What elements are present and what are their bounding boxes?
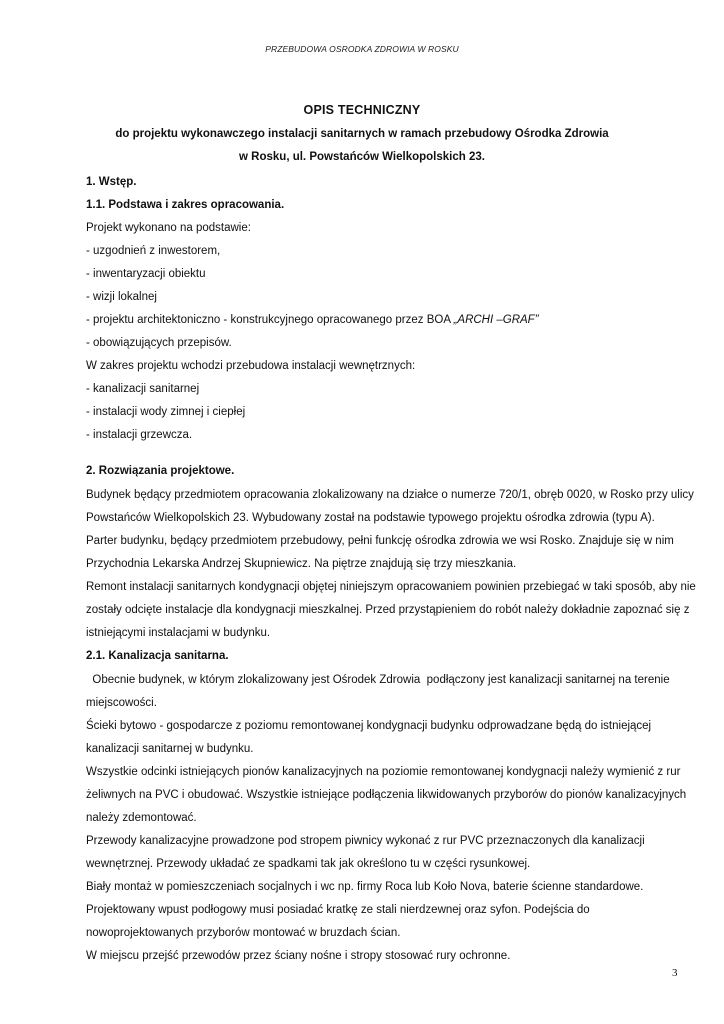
document-subtitle-line-2: w Rosku, ul. Powstańców Wielkopolskich 23. — [239, 151, 485, 163]
paragraph-line: Przychodnia Lekarska Andrzej Skupniewicz. Na piętrze znajdują się trzy mieszkania. — [86, 558, 517, 570]
architect-firm-name: „ARCHI –GRAF” — [453, 314, 539, 326]
running-header: PRZEBUDOWA OSRODKA ZDROWIA W ROSKU — [265, 44, 459, 54]
paragraph-line: Powstańców Wielkopolskich 23. Wybudowany został na podstawie typowego projektu ośrodka zdrowia (typu A). — [86, 512, 655, 524]
basis-item: - inwentaryzacji obiektu — [86, 268, 206, 280]
paragraph-line: Budynek będący przedmiotem opracowania zlokalizowany na działce o numerze 720/1, obręb 0020, w Rosko przy ulicy — [86, 489, 694, 501]
scope-intro: W zakres projektu wchodzi przebudowa instalacji wewnętrznych: — [86, 360, 416, 372]
basis-item-text: - projektu architektoniczno - konstrukcyjnego opracowanego przez BOA — [86, 314, 454, 326]
paragraph-line: zostały odcięte instalacje dla kondygnacji mieszkalnej. Przed przystąpieniem do robót należy dokładnie zapoznać się z — [86, 604, 690, 616]
scope-item: - instalacji grzewcza. — [86, 429, 193, 441]
paragraph-line: Wszystkie odcinki istniejących pionów kanalizacyjnych na poziomie remontowanej kondygnacji należy wymienić z rur — [86, 766, 681, 778]
section-heading-introduction: 1. Wstęp. — [86, 176, 137, 188]
paragraph-line: żeliwnych na PVC i obudować. Wszystkie istniejące podłączenia likwidowanych przyborów do pionów kanalizacyjnych — [86, 789, 687, 801]
paragraph-line: Ścieki bytowo - gospodarcze z poziomu remontowanej kondygnacji budynku odprowadzane będą do istniejącej — [86, 720, 652, 732]
paragraph-line: Przewody kanalizacyjne prowadzone pod stropem piwnicy wykonać z rur PVC przeznaczonych dla kanalizacji — [86, 835, 645, 847]
paragraph-line: Remont instalacji sanitarnych kondygnacji objętej niniejszym opracowaniem powinien przebiegać w taki sposób, aby nie — [86, 581, 696, 593]
paragraph-line: Obecnie budynek, w którym zlokalizowany jest Ośrodek Zdrowia podłączony jest kanalizacji sanitarnej na terenie — [86, 674, 670, 686]
paragraph-line: należy zdemontować. — [86, 812, 197, 824]
paragraph-line: Biały montaż w pomieszczeniach socjalnych i wc np. firmy Roca lub Koło Nova, baterie ścienne standardowe. — [86, 881, 644, 893]
paragraph-line: kanalizacji sanitarnej w budynku. — [86, 743, 254, 755]
basis-intro: Projekt wykonano na podstawie: — [86, 222, 251, 234]
paragraph-line: istniejącymi instalacjami w budynku. — [86, 627, 271, 639]
paragraph-line: W miejscu przejść przewodów przez ściany nośne i stropy stosować rury ochronne. — [86, 950, 511, 962]
paragraph-line: miejscowości. — [86, 697, 157, 709]
page-number: 3 — [672, 967, 678, 979]
paragraph-line: nowoprojektowanych przyborów montować w bruzdach ścian. — [86, 927, 401, 939]
basis-item-architectural-project — [86, 313, 686, 327]
subsection-heading-sanitary-sewage: 2.1. Kanalizacja sanitarna. — [86, 650, 229, 662]
paragraph-line: Parter budynku, będący przedmiotem przebudowy, pełni funkcję ośrodka zdrowia we wsi Rosko. Znajduje się w nim — [86, 535, 674, 547]
paragraph-line: Projektowany wpust podłogowy musi posiadać kratkę ze stali nierdzewnej oraz syfon. Podejścia do — [86, 904, 590, 916]
scope-item: - instalacji wody zimnej i ciepłej — [86, 406, 246, 418]
paragraph-line: wewnętrznej. Przewody układać ze spadkami tak jak określono tu w części rysunkowej. — [86, 858, 531, 870]
basis-item: - wizji lokalnej — [86, 291, 157, 303]
basis-item: - uzgodnień z inwestorem, — [86, 245, 221, 257]
section-heading-design-solutions: 2. Rozwiązania projektowe. — [86, 465, 235, 477]
document-subtitle-line-1: do projektu wykonawczego instalacji sanitarnych w ramach przebudowy Ośrodka Zdrowia — [115, 128, 609, 140]
document-title: OPIS TECHNICZNY — [303, 103, 421, 117]
subsection-heading-basis-scope: 1.1. Podstawa i zakres opracowania. — [86, 199, 285, 211]
scope-item: - kanalizacji sanitarnej — [86, 383, 200, 395]
basis-item: - obowiązujących przepisów. — [86, 337, 232, 349]
